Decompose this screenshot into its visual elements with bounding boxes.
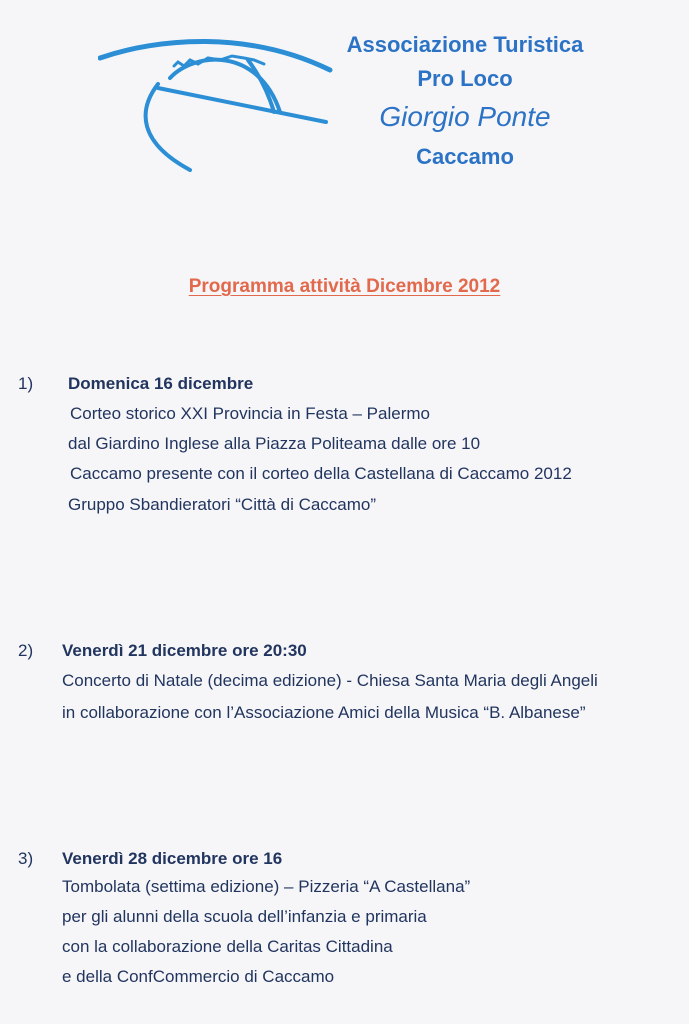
- item-line: Corteo storico XXI Provincia in Festa – Palermo: [70, 404, 430, 423]
- item-line: per gli alunni della scuola dell’infanzia e primaria: [62, 907, 427, 926]
- association-name: Associazione Turistica: [346, 32, 584, 57]
- page-title: Programma attività Dicembre 2012: [188, 276, 501, 297]
- item-line: e della ConfCommercio di Caccamo: [62, 967, 335, 986]
- item-line: Tombolata (settima edizione) – Pizzeria “A Castellana”: [62, 877, 471, 896]
- item-line: in collaborazione con l’Associazione Amici della Musica “B. Albanese”: [62, 703, 586, 722]
- pro-loco-label: Pro Loco: [417, 66, 513, 91]
- item-number: 2): [18, 641, 34, 660]
- item-heading: Domenica 16 dicembre: [68, 374, 254, 393]
- item-heading: Venerdì 21 dicembre ore 20:30: [62, 641, 307, 660]
- association-person-name: Giorgio Ponte: [379, 101, 551, 132]
- item-heading: Venerdì 28 dicembre ore 16: [62, 849, 283, 868]
- item-number: 3): [18, 849, 34, 868]
- item-line: Gruppo Sbandieratori “Città di Caccamo”: [68, 495, 377, 514]
- item-line: Caccamo presente con il corteo della Castellana di Caccamo 2012: [70, 464, 572, 483]
- bridge-logo-icon: [98, 30, 334, 175]
- item-number: 1): [18, 374, 34, 393]
- association-header: [300, 30, 630, 178]
- item-line: con la collaborazione della Caritas Cittadina: [62, 937, 393, 956]
- town-name: Caccamo: [416, 144, 514, 169]
- item-line: dal Giardino Inglese alla Piazza Politeama dalle ore 10: [68, 434, 481, 453]
- item-line: Concerto di Natale (decima edizione) - Chiesa Santa Maria degli Angeli: [62, 671, 598, 690]
